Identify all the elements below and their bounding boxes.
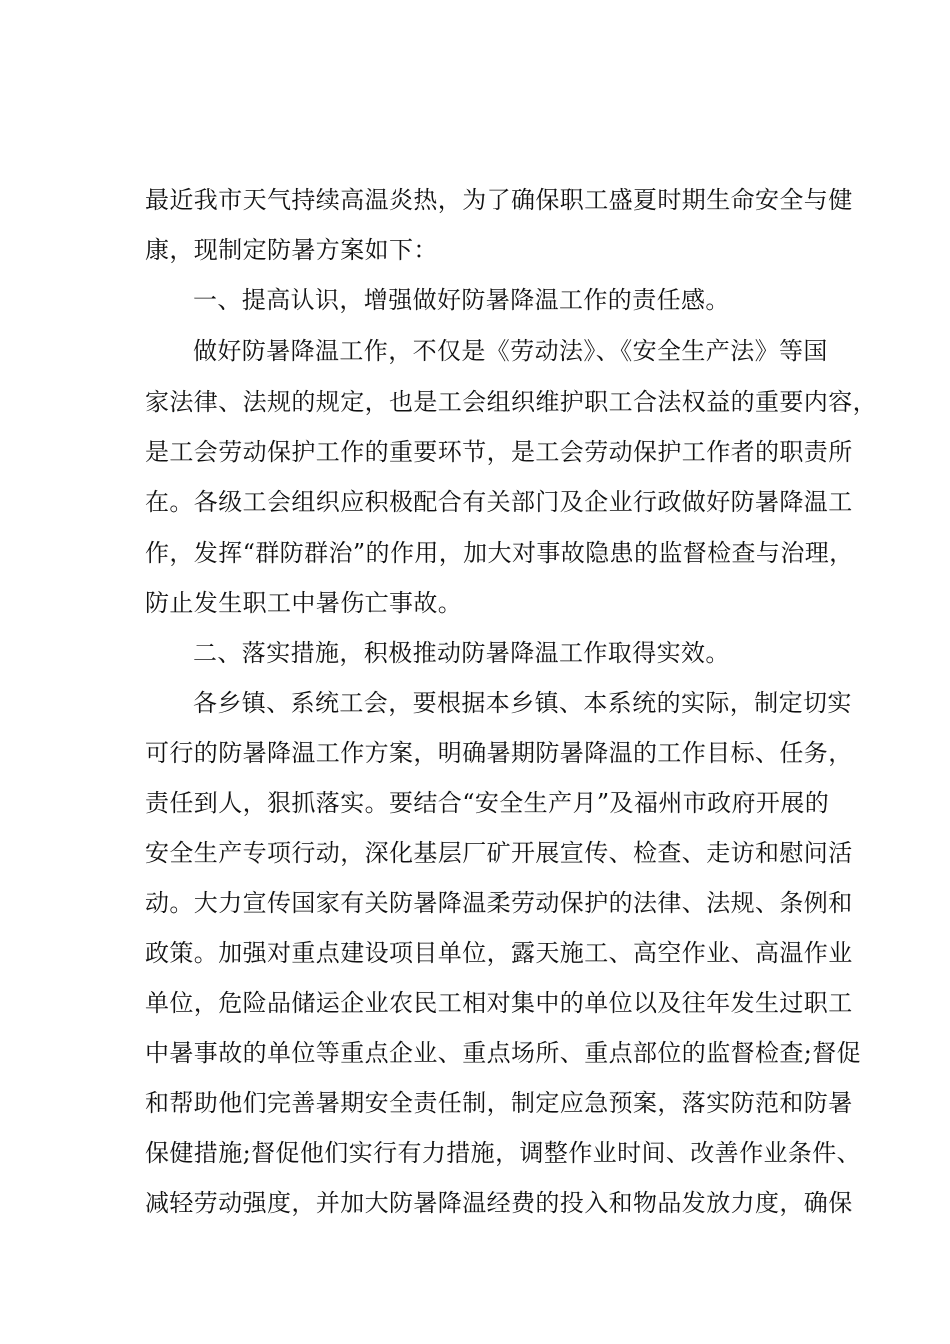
- text-line: 做好防暑降温工作，不仅是《劳动法》、《安全生产法》等国: [193, 337, 828, 365]
- section-heading: 一、提高认识，增强做好防暑降温工作的责任感。: [193, 286, 730, 314]
- text-line: 各乡镇、系统工会，要根据本乡镇、本系统的实际，制定切实: [193, 689, 852, 717]
- section-heading: 二、落实措施，积极推动防暑降温工作取得实效。: [193, 639, 730, 667]
- text-line: 防止发生职工中暑伤亡事故。: [145, 589, 463, 617]
- text-line: 最近我市天气持续高温炎热，为了确保职工盛夏时期生命安全与健: [145, 186, 853, 214]
- text-line: 安全生产专项行动，深化基层厂矿开展宣传、检查、走访和慰问活: [145, 839, 853, 867]
- text-line: 政策。加强对重点建设项目单位，露天施工、高空作业、高温作业: [145, 939, 853, 967]
- text-line: 单位，危险品储运企业农民工相对集中的单位以及往年发生过职工: [145, 989, 853, 1017]
- text-line: 康，现制定防暑方案如下：: [145, 236, 438, 264]
- text-line: 动。大力宣传国家有关防暑降温柔劳动保护的法律、法规、条例和: [145, 889, 853, 917]
- text-line: 可行的防暑降温工作方案，明确暑期防暑降温的工作目标、任务，: [145, 739, 853, 767]
- text-line: 责任到人，狠抓落实。要结合“安全生产月”及福州市政府开展的: [145, 789, 830, 817]
- text-line: 保健措施;督促他们实行有力措施，调整作业时间、改善作业条件、: [145, 1139, 862, 1167]
- text-line: 是工会劳动保护工作的重要环节，是工会劳动保护工作者的职责所: [145, 438, 853, 466]
- text-line: 作，发挥“群防群治”的作用，加大对事故隐患的监督检查与治理，: [145, 539, 854, 567]
- text-line: 和帮助他们完善暑期安全责任制，制定应急预案，落实防范和防暑: [145, 1089, 853, 1117]
- text-line: 中暑事故的单位等重点企业、重点场所、重点部位的监督检查;督促: [145, 1039, 862, 1067]
- text-line: 在。各级工会组织应积极配合有关部门及企业行政做好防暑降温工: [145, 488, 853, 516]
- text-line: 家法律、法规的规定，也是工会组织维护职工合法权益的重要内容，: [145, 388, 877, 416]
- text-line: 减轻劳动强度，并加大防暑降温经费的投入和物品发放力度，确保: [145, 1189, 853, 1217]
